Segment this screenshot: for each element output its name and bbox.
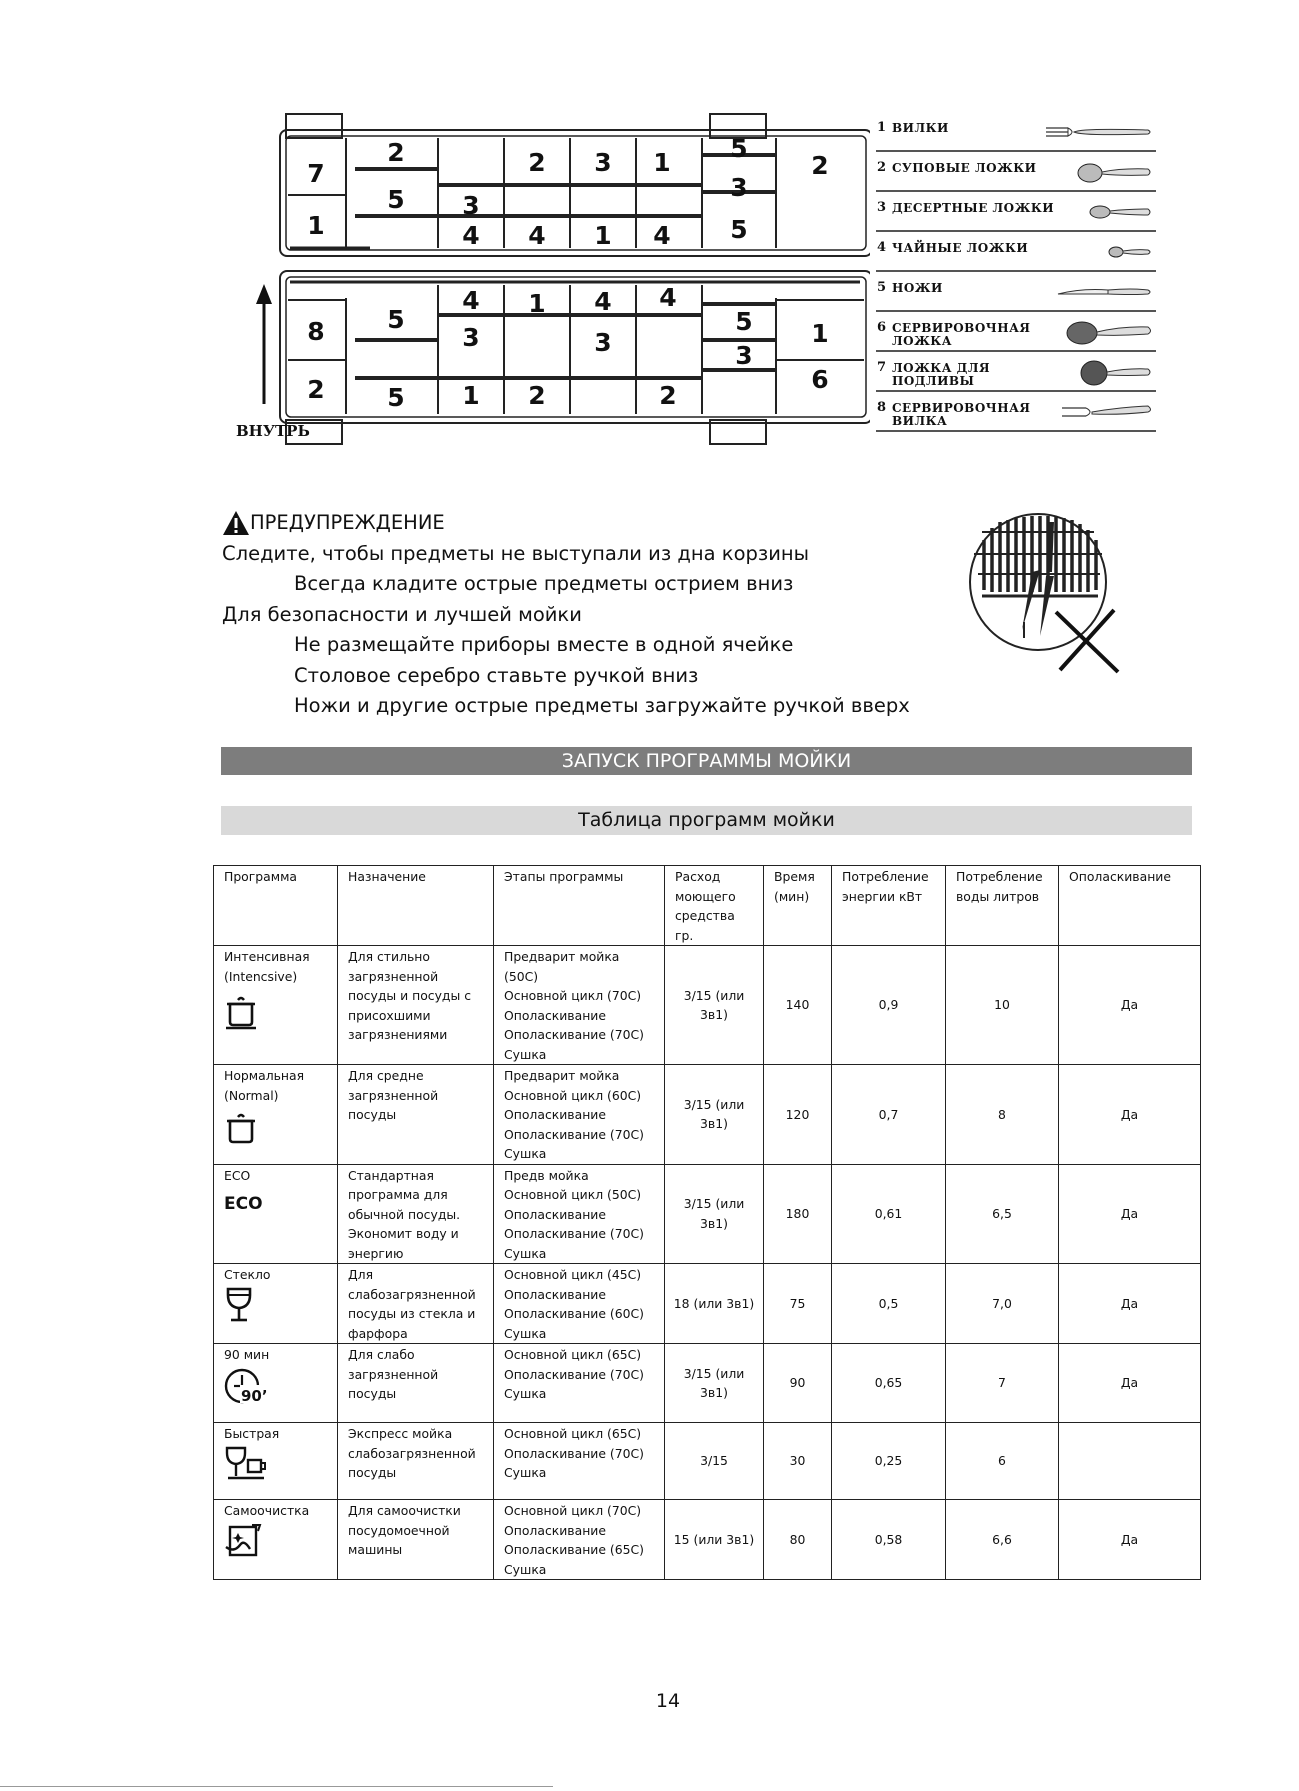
- rinse-cell: Да: [1059, 946, 1201, 1065]
- stages-cell: Основной цикл (70C) Ополаскивание Ополаскивание (65C) Сушка: [494, 1500, 665, 1580]
- cutlery-basket-diagram: [220, 108, 870, 448]
- program-cell: [214, 1344, 338, 1423]
- programs-table: [213, 865, 1201, 1580]
- program-name: ECO: [224, 1167, 251, 1183]
- header-time: Время (мин): [764, 866, 832, 946]
- stages-cell: Основной цикл (65C) Ополаскивание (70C) Сушка: [494, 1344, 665, 1423]
- basket-slot-number: 4: [659, 283, 677, 312]
- legend-item: [876, 112, 1156, 152]
- legend-number: 6: [877, 320, 887, 335]
- detergent-cell: 3/15 (или 3в1): [665, 1164, 764, 1264]
- table-row: [214, 1065, 1201, 1165]
- legend-label: СЕРВИРОВОЧНАЯ ВИЛКА: [892, 401, 1031, 428]
- program-cell: [214, 1164, 338, 1264]
- legend-number: 5: [877, 280, 887, 295]
- program-name: 90 мин: [224, 1347, 270, 1362]
- header-stages: Этапы программы: [494, 866, 665, 946]
- header-program: Программа: [214, 866, 338, 946]
- purpose-cell: Для слабо загрязненной посуды: [338, 1344, 494, 1423]
- rinse-cell: Да: [1059, 1065, 1201, 1165]
- basket-slot-number: 5: [730, 215, 748, 244]
- basket-slot-number: 3: [462, 323, 480, 352]
- self-clean-icon: [224, 1523, 264, 1559]
- table-row: [214, 1423, 1201, 1500]
- basket-slot-number: 5: [387, 185, 405, 214]
- glass-icon: [224, 1287, 254, 1323]
- program-cell: [214, 946, 338, 1065]
- purpose-cell: Для самоочистки посудомоечной машины: [338, 1500, 494, 1580]
- legend-label: ДЕСЕРТНЫЕ ЛОЖКИ: [892, 201, 1055, 215]
- basket-slot-number: 1: [307, 211, 325, 240]
- bullet-glyph: [260, 661, 294, 692]
- purpose-cell: Экспресс мойка слабозагрязненной посуды: [338, 1423, 494, 1500]
- stages-cell: Предварит мойка (50C) Основной цикл (70C) Ополаскивание Ополаскивание (70C) Сушка: [494, 946, 665, 1065]
- legend-number: 8: [877, 400, 887, 415]
- purpose-cell: Стандартная программа для обычной посуды. Экономит воду и энергию: [338, 1164, 494, 1264]
- basket-slot-number: 5: [730, 134, 748, 163]
- water-cell: 7: [946, 1344, 1059, 1423]
- program-name: Самоочистка: [224, 1503, 310, 1518]
- gravy-ladle-icon: [1042, 356, 1154, 388]
- water-cell: 6,6: [946, 1500, 1059, 1580]
- energy-cell: 0,58: [832, 1500, 946, 1580]
- energy-cell: 0,5: [832, 1264, 946, 1344]
- eco-icon: ECO: [224, 1194, 263, 1214]
- rinse-cell: Да: [1059, 1500, 1201, 1580]
- program-cell: [214, 1065, 338, 1165]
- knife-icon: [1042, 276, 1154, 308]
- warning-bullet-text: Не размещайте приборы вместе в одной ячейке: [294, 633, 794, 656]
- basket-slot-number: 1: [462, 381, 480, 410]
- table-row: [214, 1264, 1201, 1344]
- stages-cell: Предварит мойка Основной цикл (60C) Ополаскивание Ополаскивание (70C) Сушка: [494, 1065, 665, 1165]
- warning-bullet: [222, 661, 982, 692]
- header-rinse: Ополаскивание: [1059, 866, 1201, 946]
- knives-wrong-placement-illustration: [968, 512, 1120, 674]
- program-cell: [214, 1423, 338, 1500]
- basket-slot-number: 1: [528, 289, 546, 318]
- serving-spoon-icon: [1042, 316, 1154, 348]
- basket-slot-number: 6: [811, 365, 829, 394]
- legend-number: 4: [877, 240, 887, 255]
- tea-spoon-icon: [1042, 236, 1154, 268]
- bullet-glyph: [260, 630, 294, 661]
- water-cell: 6: [946, 1423, 1059, 1500]
- water-cell: 8: [946, 1065, 1059, 1165]
- warning-line: Следите, чтобы предметы не выступали из дна корзины: [222, 541, 810, 565]
- basket-slot-number: 3: [735, 341, 753, 370]
- basket-slot-number: 3: [730, 173, 748, 202]
- legend-item: [876, 352, 1156, 392]
- table-title-bar: Таблица программ мойки: [221, 806, 1192, 835]
- legend-item: [876, 392, 1156, 432]
- detergent-cell: 3/15 (или 3в1): [665, 946, 764, 1065]
- bullet-glyph: [260, 691, 294, 722]
- legend-item: [876, 232, 1156, 272]
- detergent-cell: 3/15: [665, 1423, 764, 1500]
- table-row: [214, 946, 1201, 1065]
- basket-slot-number: 2: [528, 381, 546, 410]
- basket-slot-number: 2: [307, 375, 325, 404]
- cutlery-legend: [876, 112, 1156, 432]
- rinse-cell: Да: [1059, 1344, 1201, 1423]
- fork-icon: [1042, 116, 1154, 148]
- quick-glass-cup-icon: [224, 1446, 268, 1482]
- warning-line: Всегда кладите острые предметы острием вниз: [294, 572, 794, 595]
- legend-label: ЧАЙНЫЕ ЛОЖКИ: [892, 241, 1029, 255]
- water-cell: 10: [946, 946, 1059, 1065]
- detergent-cell: 3/15 (или 3в1): [665, 1344, 764, 1423]
- basket-slot-number: 1: [811, 319, 829, 348]
- stages-cell: Предв мойка Основной цикл (50C) Ополаскивание Ополаскивание (70C) Сушка: [494, 1164, 665, 1264]
- energy-cell: 0,9: [832, 946, 946, 1065]
- program-name: Быстрая: [224, 1426, 280, 1441]
- basket-slot-number: 1: [653, 148, 671, 177]
- purpose-cell: Для слабозагрязненной посуды из стекла и фарфора: [338, 1264, 494, 1344]
- basket-slot-number: 2: [811, 151, 829, 180]
- time-cell: 30: [764, 1423, 832, 1500]
- legend-item: [876, 312, 1156, 352]
- header-water: Потребление воды литров: [946, 866, 1059, 946]
- purpose-cell: Для средне загрязненной посуды: [338, 1065, 494, 1165]
- rinse-cell: Да: [1059, 1164, 1201, 1264]
- program-name: Интенсивная (Intencsive): [224, 949, 310, 984]
- basket-slot-number: 2: [528, 148, 546, 177]
- basket-slot-number: 2: [659, 381, 677, 410]
- energy-cell: 0,65: [832, 1344, 946, 1423]
- footer-divider: [0, 1786, 553, 1787]
- clock-90-icon: [224, 1367, 278, 1405]
- basket-slot-number: 8: [307, 317, 325, 346]
- legend-number: 2: [877, 160, 887, 175]
- legend-item: [876, 152, 1156, 192]
- legend-number: 1: [877, 120, 887, 135]
- table-row: [214, 1164, 1201, 1264]
- time-cell: 90: [764, 1344, 832, 1423]
- warning-triangle-icon: [222, 510, 250, 536]
- legend-label: СУПОВЫЕ ЛОЖКИ: [892, 161, 1037, 175]
- rinse-cell: Да: [1059, 1264, 1201, 1344]
- header-detergent: Расход моющего средства гр.: [665, 866, 764, 946]
- basket-slot-number: 3: [594, 148, 612, 177]
- warning-bullet: [222, 691, 982, 722]
- legend-number: 7: [877, 360, 887, 375]
- energy-cell: 0,61: [832, 1164, 946, 1264]
- normal-pot-icon: [224, 1111, 258, 1145]
- basket-slot-number: 5: [387, 305, 405, 334]
- legend-number: 3: [877, 200, 887, 215]
- time-cell: 120: [764, 1065, 832, 1165]
- page-number: 14: [655, 1690, 681, 1712]
- basket-slot-number: 4: [653, 221, 671, 250]
- basket-slot-number: 7: [307, 159, 325, 188]
- warning-bullet-text: Столовое серебро ставьте ручкой вниз: [294, 663, 699, 687]
- legend-label: СЕРВИРОВОЧНАЯ ЛОЖКА: [892, 321, 1031, 348]
- energy-cell: 0,7: [832, 1065, 946, 1165]
- warning-block: [222, 508, 982, 722]
- table-row: [214, 1344, 1201, 1423]
- program-name: Стекло: [224, 1267, 271, 1282]
- detergent-cell: 15 (или 3в1): [665, 1500, 764, 1580]
- program-cell: [214, 1500, 338, 1580]
- basket-slot-number: 4: [462, 221, 480, 250]
- basket-slot-number: 5: [387, 383, 405, 412]
- inside-direction-label: ВНУТРЬ: [236, 422, 310, 440]
- dessert-spoon-icon: [1042, 196, 1154, 228]
- water-cell: 6,5: [946, 1164, 1059, 1264]
- detergent-cell: 3/15 (или 3в1): [665, 1065, 764, 1165]
- time-cell: 180: [764, 1164, 832, 1264]
- warning-line: Для безопасности и лучшей мойки: [222, 602, 582, 626]
- clock-90-label: 90’: [241, 1386, 268, 1405]
- warning-bullet-text: Ножи и другие острые предметы загружайте ручкой вверх: [294, 694, 910, 717]
- purpose-cell: Для стильно загрязненной посуды и посуды с присохшими загрязнениями: [338, 946, 494, 1065]
- serving-fork-icon: [1042, 396, 1154, 428]
- time-cell: 140: [764, 946, 832, 1065]
- header-purpose: Назначение: [338, 866, 494, 946]
- program-name: Нормальная (Normal): [224, 1068, 305, 1103]
- intensive-pot-icon: [224, 992, 258, 1030]
- water-cell: 7,0: [946, 1264, 1059, 1344]
- basket-slot-number: 4: [594, 287, 612, 316]
- table-header-row: [214, 866, 1201, 946]
- stages-cell: Основной цикл (45C) Ополаскивание Ополаскивание (60C) Сушка: [494, 1264, 665, 1344]
- warning-title-row: [222, 508, 982, 539]
- time-cell: 80: [764, 1500, 832, 1580]
- time-cell: 75: [764, 1264, 832, 1344]
- warning-title: ПРЕДУПРЕЖДЕНИЕ: [250, 511, 445, 534]
- legend-item: [876, 272, 1156, 312]
- stages-cell: Основной цикл (65C) Ополаскивание (70C) Сушка: [494, 1423, 665, 1500]
- rinse-cell: [1059, 1423, 1201, 1500]
- basket-slot-number: 1: [594, 221, 612, 250]
- legend-label: НОЖИ: [892, 281, 943, 295]
- warning-bullet: [222, 630, 982, 661]
- energy-cell: 0,25: [832, 1423, 946, 1500]
- program-cell: [214, 1264, 338, 1344]
- basket-slot-number: 2: [387, 138, 405, 167]
- header-energy: Потребление энергии кВт: [832, 866, 946, 946]
- basket-slot-number: 5: [735, 307, 753, 336]
- basket-slot-number: 4: [462, 286, 480, 315]
- basket-slot-number: 3: [594, 328, 612, 357]
- legend-label: ВИЛКИ: [892, 121, 949, 135]
- basket-slot-number: 3: [462, 191, 480, 220]
- table-row: [214, 1500, 1201, 1580]
- soup-spoon-icon: [1042, 156, 1154, 188]
- basket-slot-number: 4: [528, 221, 546, 250]
- detergent-cell: 18 (или 3в1): [665, 1264, 764, 1344]
- legend-item: [876, 192, 1156, 232]
- legend-label: ЛОЖКА ДЛЯ ПОДЛИВЫ: [892, 361, 991, 388]
- section-title-bar: ЗАПУСК ПРОГРАММЫ МОЙКИ: [221, 747, 1192, 775]
